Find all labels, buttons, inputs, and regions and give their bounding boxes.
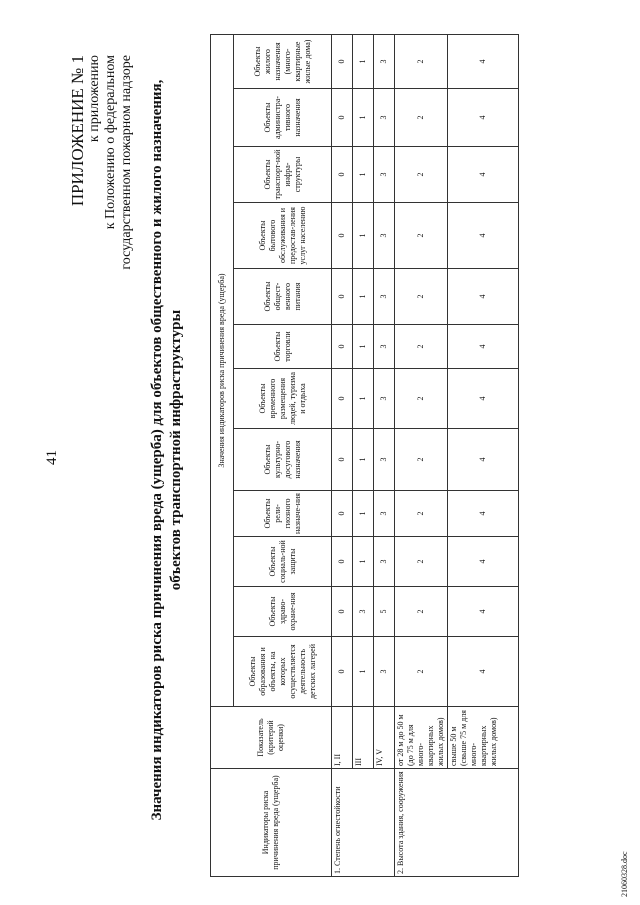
table-row xyxy=(395,35,448,877)
value-cell: 0 xyxy=(332,325,353,369)
value-cell: 2 xyxy=(395,491,448,537)
value-cell: 4 xyxy=(448,325,519,369)
value-cell: 1 xyxy=(353,35,374,89)
value-cell: 2 xyxy=(395,429,448,491)
value-cell: 3 xyxy=(374,491,395,537)
column-header: Объекты торговли xyxy=(234,325,332,369)
value-cell: 4 xyxy=(448,587,519,637)
appendix-line: государственном пожарном надзоре xyxy=(119,55,134,270)
value-cell: 1 xyxy=(353,147,374,203)
column-header: Объекты транспорт-ной инфра-структуры xyxy=(234,147,332,203)
value-cell: 2 xyxy=(395,269,448,325)
value-cell: 4 xyxy=(448,369,519,429)
value-cell: 0 xyxy=(332,147,353,203)
value-cell: 0 xyxy=(332,89,353,147)
value-cell: 2 xyxy=(395,369,448,429)
column-header: Объекты жилого назначения (много-квартирные жилые дома) xyxy=(234,35,332,89)
value-cell: 4 xyxy=(448,89,519,147)
appendix-line: к приложению xyxy=(87,55,102,143)
value-cell: 3 xyxy=(374,203,395,269)
appendix-header xyxy=(68,55,135,375)
value-cell: 2 xyxy=(395,35,448,89)
value-cell: 5 xyxy=(374,587,395,637)
value-cell: 1 xyxy=(353,537,374,587)
value-cell: 3 xyxy=(374,35,395,89)
criterion-cell: IV, V xyxy=(374,707,395,769)
table-row xyxy=(332,35,353,877)
criterion-cell: свыше 50 м (свыше 75 м для много-квартирных жилых домов) xyxy=(448,707,519,769)
indicator-cell: 2. Высота здания, сооружения xyxy=(395,769,519,877)
value-cell: 3 xyxy=(374,637,395,707)
criterion-cell: I, II xyxy=(332,707,353,769)
appendix-title: ПРИЛОЖЕНИЕ № 1 xyxy=(68,55,87,207)
value-cell: 1 xyxy=(353,637,374,707)
value-cell: 1 xyxy=(353,325,374,369)
value-cell: 3 xyxy=(374,429,395,491)
column-header: Объекты социаль-ной защиты xyxy=(234,537,332,587)
column-header: Объекты общест-венного питания xyxy=(234,269,332,325)
value-cell: 2 xyxy=(395,89,448,147)
value-cell: 0 xyxy=(332,491,353,537)
value-cell: 0 xyxy=(332,637,353,707)
value-cell: 1 xyxy=(353,429,374,491)
value-cell: 4 xyxy=(448,429,519,491)
value-cell: 2 xyxy=(395,537,448,587)
table-row xyxy=(448,35,519,877)
criterion-cell: от 28 м до 50 м (до 75 м для много-квартирных жилых домов) xyxy=(395,707,448,769)
page-number: 41 xyxy=(44,450,60,465)
value-cell: 4 xyxy=(448,637,519,707)
indicator-table xyxy=(210,34,519,877)
value-cell: 4 xyxy=(448,203,519,269)
value-cell: 3 xyxy=(374,89,395,147)
value-cell: 2 xyxy=(395,203,448,269)
value-cell: 3 xyxy=(353,587,374,637)
value-cell: 0 xyxy=(332,537,353,587)
value-cell: 3 xyxy=(374,325,395,369)
value-cell: 1 xyxy=(353,369,374,429)
value-cell: 0 xyxy=(332,369,353,429)
value-cell: 4 xyxy=(448,537,519,587)
value-cell: 3 xyxy=(374,537,395,587)
file-footer: 21060328.doc xyxy=(620,851,629,897)
value-cell: 4 xyxy=(448,491,519,537)
header-indicator: Индикаторы риска причинения вреда (ущерба) xyxy=(211,769,332,877)
document-title: Значения индикаторов риска причинения вреда (ущерба) для объектов общественного и жилого назначения, объектов транспортной инфраструктуры xyxy=(149,79,184,821)
column-header: Объекты образования и объекты, на которых осуществляется деятельность детских лагерей xyxy=(234,637,332,707)
value-cell: 1 xyxy=(353,89,374,147)
value-cell: 4 xyxy=(448,147,519,203)
value-cell: 3 xyxy=(374,269,395,325)
header-criterion: Показатель (критерий оценки) xyxy=(211,707,332,769)
column-header: Объекты здраво-охране-ния xyxy=(234,587,332,637)
indicator-cell: 1. Степень огнестойкости xyxy=(332,769,395,877)
value-cell: 2 xyxy=(395,587,448,637)
value-cell: 0 xyxy=(332,35,353,89)
value-cell: 2 xyxy=(395,325,448,369)
column-header: Объекты культурно-досугового назначения xyxy=(234,429,332,491)
value-cell: 0 xyxy=(332,587,353,637)
column-header: Объекты временного размещения людей, туризма и отдыха xyxy=(234,369,332,429)
value-cell: 4 xyxy=(448,269,519,325)
value-cell: 0 xyxy=(332,429,353,491)
value-cell: 1 xyxy=(353,491,374,537)
value-cell: 1 xyxy=(353,269,374,325)
appendix-line: к Положению о федеральном xyxy=(103,55,118,230)
header-group: Значения индикаторов риска причинения вреда (ущерба) xyxy=(211,35,234,707)
value-cell: 0 xyxy=(332,269,353,325)
value-cell: 2 xyxy=(395,147,448,203)
table-row xyxy=(374,35,395,877)
value-cell: 2 xyxy=(395,637,448,707)
value-cell: 4 xyxy=(448,35,519,89)
column-header: Объекты бытового обслуживания и предостав-ления услуг населению xyxy=(234,203,332,269)
value-cell: 0 xyxy=(332,203,353,269)
value-cell: 3 xyxy=(374,369,395,429)
column-header: Объекты администра-тивного назначения xyxy=(234,89,332,147)
value-cell: 3 xyxy=(374,147,395,203)
value-cell: 1 xyxy=(353,203,374,269)
column-header: Объекты рели-гиозного назначе-ния xyxy=(234,491,332,537)
criterion-cell: III xyxy=(353,707,374,769)
table-row xyxy=(353,35,374,877)
